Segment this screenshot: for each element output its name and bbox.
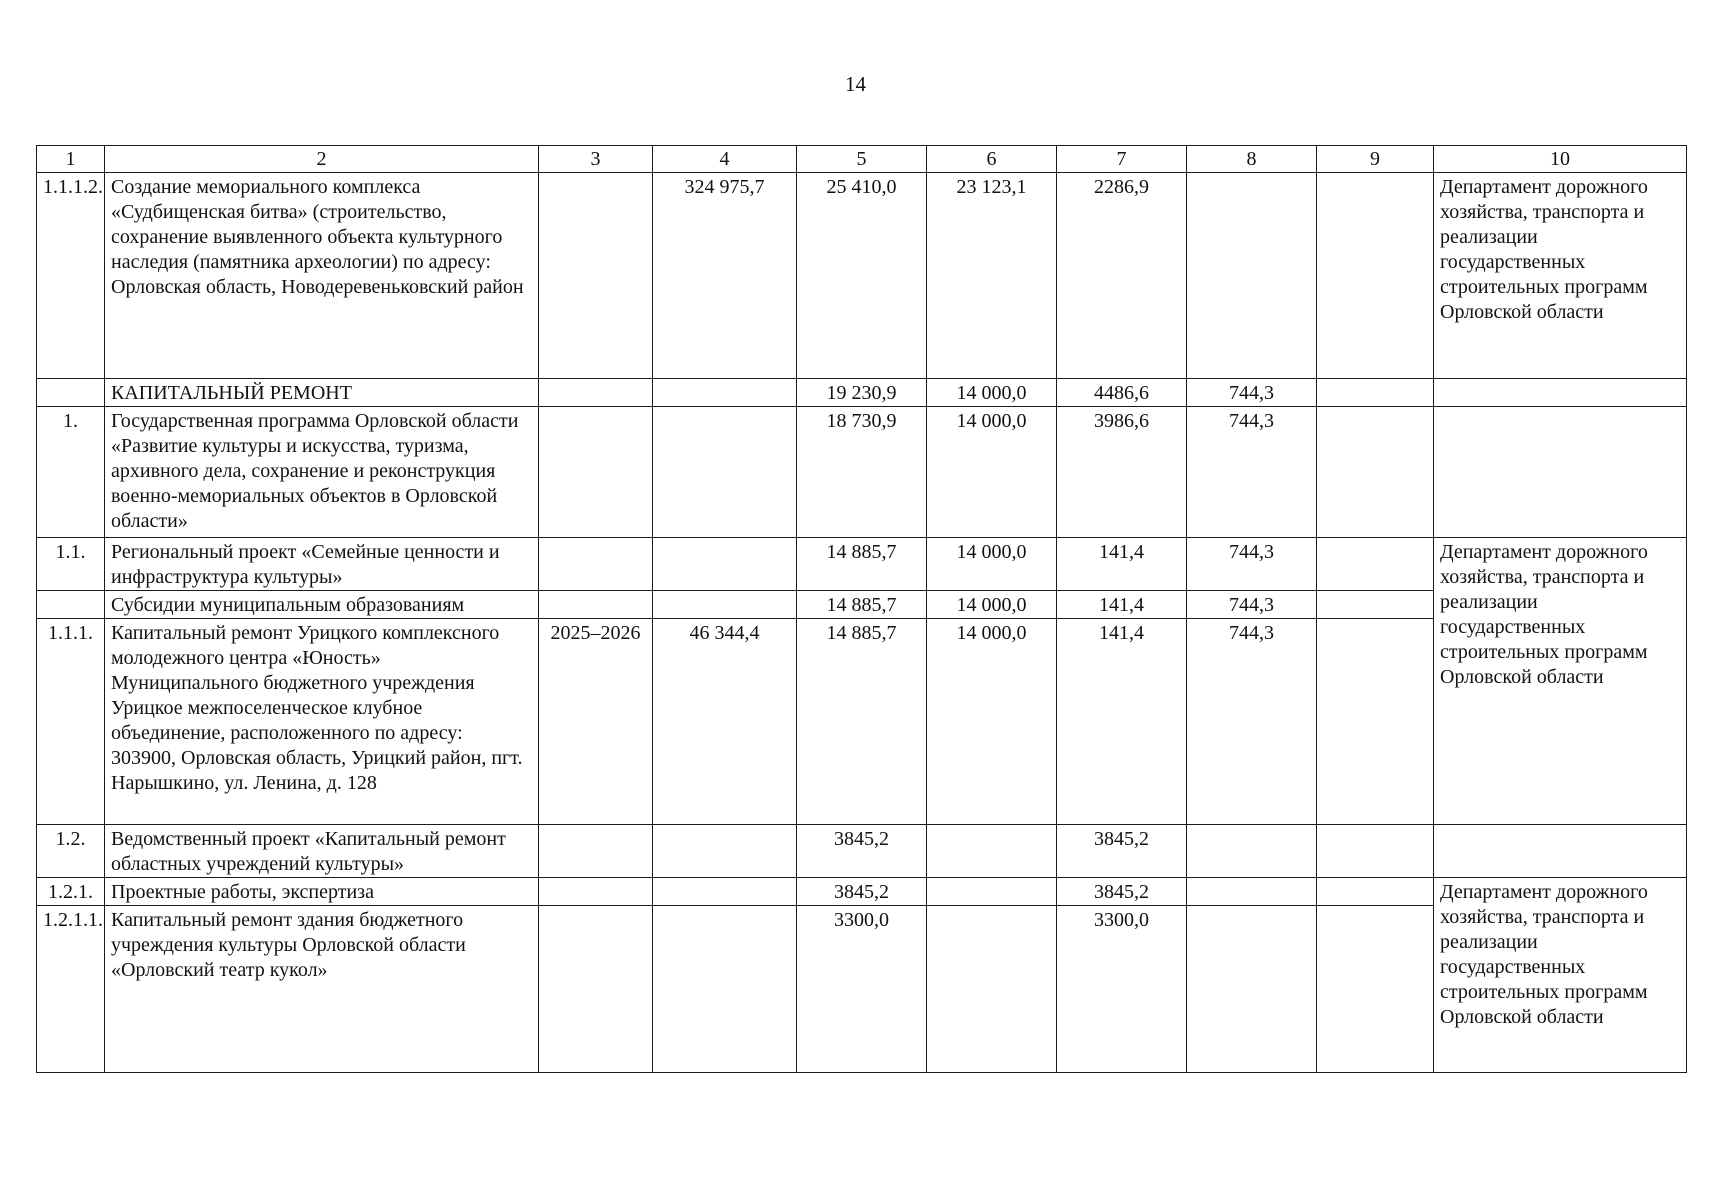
cell-total-cost: [653, 878, 797, 906]
column-header-row: [37, 146, 1687, 173]
cell-value: 25 410,0: [797, 173, 927, 379]
table-row: [37, 878, 1687, 906]
table-row: [37, 379, 1687, 407]
row-number: 1.2.: [37, 825, 105, 878]
row-name: Капитальный ремонт здания бюджетного учреждения культуры Орловской области «Орловский театр кукол»: [105, 906, 539, 1073]
cell-value: 14 000,0: [927, 538, 1057, 591]
table-row: [37, 538, 1687, 591]
table-row: [37, 825, 1687, 878]
row-name: Проектные работы, экспертиза: [105, 878, 539, 906]
cell-value: 4486,6: [1057, 379, 1187, 407]
cell-value: 3845,2: [797, 878, 927, 906]
row-name: Ведомственный проект «Капитальный ремонт областных учреждений культуры»: [105, 825, 539, 878]
row-number: 1.2.1.1.: [37, 906, 105, 1073]
cell-value: [1187, 173, 1317, 379]
cell-value: 14 885,7: [797, 538, 927, 591]
table-row: [37, 173, 1687, 379]
cell-value: 3845,2: [797, 825, 927, 878]
row-name: Капитальный ремонт Урицкого комплексного молодежного центра «Юность» Муниципального бюджетного учреждения Урицкое межпоселенческое клубное объединение, расположенного по адресу: 303900, Орловская область, Урицкий район, пгт. Нарышкино, ул. Ленина, д. 128: [105, 619, 539, 825]
cell-value: 3300,0: [1057, 906, 1187, 1073]
cell-value: 14 000,0: [927, 407, 1057, 538]
cell-value: [927, 825, 1057, 878]
row-number: 1.: [37, 407, 105, 538]
cell-value: [1317, 906, 1434, 1073]
cell-value: 3300,0: [797, 906, 927, 1073]
table-row: [37, 407, 1687, 538]
cell-value: [927, 906, 1057, 1073]
cell-period: [539, 538, 653, 591]
cell-period: [539, 825, 653, 878]
cell-value: [1187, 906, 1317, 1073]
column-header: 1: [37, 146, 105, 173]
column-header: 2: [105, 146, 539, 173]
row-number: 1.1.1.2.: [37, 173, 105, 379]
row-number: 1.1.1.: [37, 619, 105, 825]
cell-value: 141,4: [1057, 591, 1187, 619]
cell-period: [539, 591, 653, 619]
cell-value: 18 730,9: [797, 407, 927, 538]
cell-value: [1187, 878, 1317, 906]
cell-value: [1317, 407, 1434, 538]
cell-value: [1317, 619, 1434, 825]
column-header: 8: [1187, 146, 1317, 173]
cell-total-cost: [653, 538, 797, 591]
budget-table: [36, 145, 1687, 1073]
cell-value: [1317, 538, 1434, 591]
cell-value: 141,4: [1057, 619, 1187, 825]
cell-value: 3845,2: [1057, 878, 1187, 906]
cell-value: [1317, 825, 1434, 878]
column-header: 3: [539, 146, 653, 173]
cell-value: 14 000,0: [927, 591, 1057, 619]
row-number: [37, 591, 105, 619]
cell-value: [1317, 379, 1434, 407]
responsible-department: Департамент дорожного хозяйства, транспорта и реализации государственных строительных программ Орловской области: [1434, 878, 1687, 1073]
cell-period: [539, 379, 653, 407]
row-name: Создание мемориального комплекса «Судбищенская битва» (строительство, сохранение выявленного объекта культурного наследия (памятника археологии) по адресу: Орловская область, Новодеревеньковский район: [105, 173, 539, 379]
column-header: 10: [1434, 146, 1687, 173]
row-name: Субсидии муниципальным образованиям: [105, 591, 539, 619]
cell-value: [1317, 591, 1434, 619]
row-name: КАПИТАЛЬНЫЙ РЕМОНТ: [105, 379, 539, 407]
cell-total-cost: [653, 379, 797, 407]
cell-value: 744,3: [1187, 538, 1317, 591]
cell-value: [1317, 878, 1434, 906]
cell-value: 14 000,0: [927, 379, 1057, 407]
cell-value: 14 885,7: [797, 591, 927, 619]
row-number: 1.2.1.: [37, 878, 105, 906]
cell-total-cost: [653, 906, 797, 1073]
row-number: [37, 379, 105, 407]
column-header: 4: [653, 146, 797, 173]
row-number: 1.1.: [37, 538, 105, 591]
row-name: Региональный проект «Семейные ценности и инфраструктура культуры»: [105, 538, 539, 591]
cell-value: 3845,2: [1057, 825, 1187, 878]
cell-period: 2025–2026: [539, 619, 653, 825]
cell-value: 23 123,1: [927, 173, 1057, 379]
column-header: 9: [1317, 146, 1434, 173]
cell-value: 744,3: [1187, 591, 1317, 619]
responsible-department-empty: [1434, 379, 1687, 407]
cell-value: [1317, 173, 1434, 379]
cell-value: 19 230,9: [797, 379, 927, 407]
cell-period: [539, 407, 653, 538]
cell-value: [927, 878, 1057, 906]
cell-total-cost: [653, 407, 797, 538]
cell-total-cost: 324 975,7: [653, 173, 797, 379]
cell-value: 744,3: [1187, 379, 1317, 407]
page-number: 14: [845, 72, 866, 96]
column-header: 5: [797, 146, 927, 173]
cell-period: [539, 906, 653, 1073]
cell-value: 14 000,0: [927, 619, 1057, 825]
responsible-department: Департамент дорожного хозяйства, транспорта и реализации государственных строительных программ Орловской области: [1434, 538, 1687, 825]
responsible-department: Департамент дорожного хозяйства, транспорта и реализации государственных строительных программ Орловской области: [1434, 173, 1687, 379]
cell-value: 744,3: [1187, 619, 1317, 825]
column-header: 6: [927, 146, 1057, 173]
cell-total-cost: [653, 825, 797, 878]
cell-total-cost: [653, 591, 797, 619]
cell-value: 141,4: [1057, 538, 1187, 591]
row-name: Государственная программа Орловской области «Развитие культуры и искусства, туризма, архивного дела, сохранение и реконструкция военно-мемориальных объектов в Орловской области»: [105, 407, 539, 538]
responsible-department-empty: [1434, 825, 1687, 878]
cell-value: 3986,6: [1057, 407, 1187, 538]
cell-value: 744,3: [1187, 407, 1317, 538]
column-header: 7: [1057, 146, 1187, 173]
cell-total-cost: 46 344,4: [653, 619, 797, 825]
cell-value: 14 885,7: [797, 619, 927, 825]
responsible-department-empty: [1434, 407, 1687, 538]
cell-period: [539, 173, 653, 379]
cell-period: [539, 878, 653, 906]
cell-value: 2286,9: [1057, 173, 1187, 379]
cell-value: [1187, 825, 1317, 878]
